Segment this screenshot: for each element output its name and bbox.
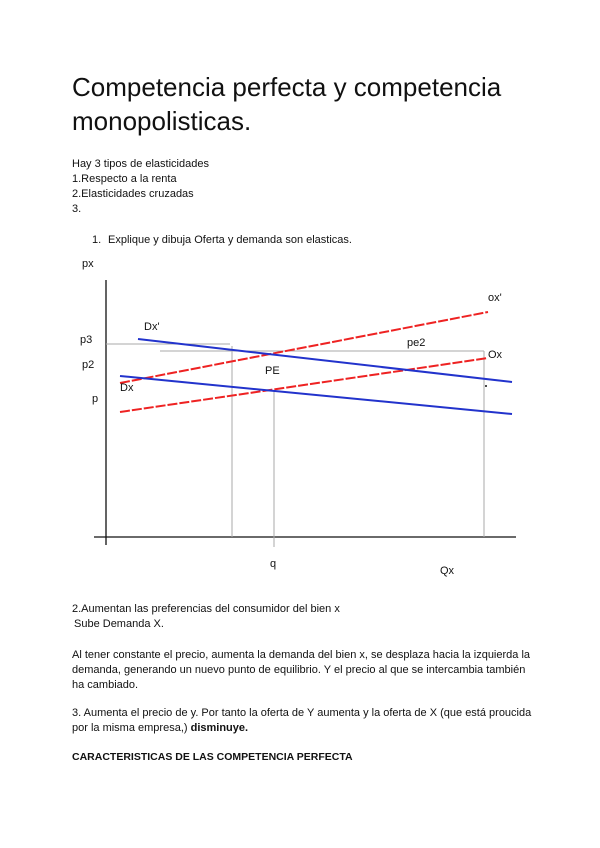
curve-label-dx-prime: Dx' (144, 321, 160, 333)
list-item: 1.Respecto a la renta (72, 173, 177, 185)
curve-label-dx: Dx (120, 382, 134, 394)
answer-2 (72, 602, 340, 632)
demand-curve-dx (120, 376, 512, 414)
price-label-p3: p3 (80, 334, 93, 346)
supply-demand-diagram (72, 250, 528, 590)
curve-label-ox-prime: ox' (488, 292, 502, 304)
answer-2-line-1: 2.Aumentan las preferencias del consumidor del bien x (72, 603, 340, 615)
equilibrium-label-pe: PE (265, 365, 280, 377)
supply-curve-ox (120, 358, 488, 412)
intro-lead: Hay 3 tipos de elasticidades (72, 158, 209, 170)
x-axis-label: Qx (440, 565, 455, 577)
section-heading: CARACTERISTICAS DE LAS COMPETENCIA PERFECTA (72, 751, 353, 763)
question-1 (92, 233, 352, 248)
answer-3 (72, 706, 532, 736)
question-text: Explique y dibuja Oferta y demanda son elasticas. (108, 234, 352, 246)
answer-2-explanation: Al tener constante el precio, aumenta la demanda del bien x, se desplaza hacia la izquierda la demanda, generando un nuevo punto de equilibrio. Y el precio al que se intercambia también ha cambiado. (72, 649, 531, 691)
price-label-p: p (92, 393, 99, 405)
quantity-label-q: q (270, 558, 277, 570)
elasticity-list (72, 157, 209, 217)
demand-curve-dx-prime (138, 339, 512, 382)
equilibrium-label-pe2: pe2 (407, 337, 426, 349)
curve-label-ox: Ox (488, 349, 503, 361)
y-axis-label: px (82, 258, 94, 270)
list-item: 3. (72, 203, 82, 215)
marker-dot (485, 385, 487, 387)
price-label-p2: p2 (82, 359, 95, 371)
question-number: 1. (92, 234, 102, 246)
answer-3-emphasis: disminuye. (190, 722, 249, 734)
list-item: 2.Elasticidades cruzadas (72, 188, 194, 200)
answer-2-line-2: Sube Demanda X. (74, 618, 164, 630)
answer-3-text: 3. Aumenta el precio de y. Por tanto la oferta de Y aumenta y la oferta de X (que está proucida por la misma empresa,) (72, 707, 532, 734)
page-title: Competencia perfecta y competencia monopolisticas. (72, 72, 502, 136)
